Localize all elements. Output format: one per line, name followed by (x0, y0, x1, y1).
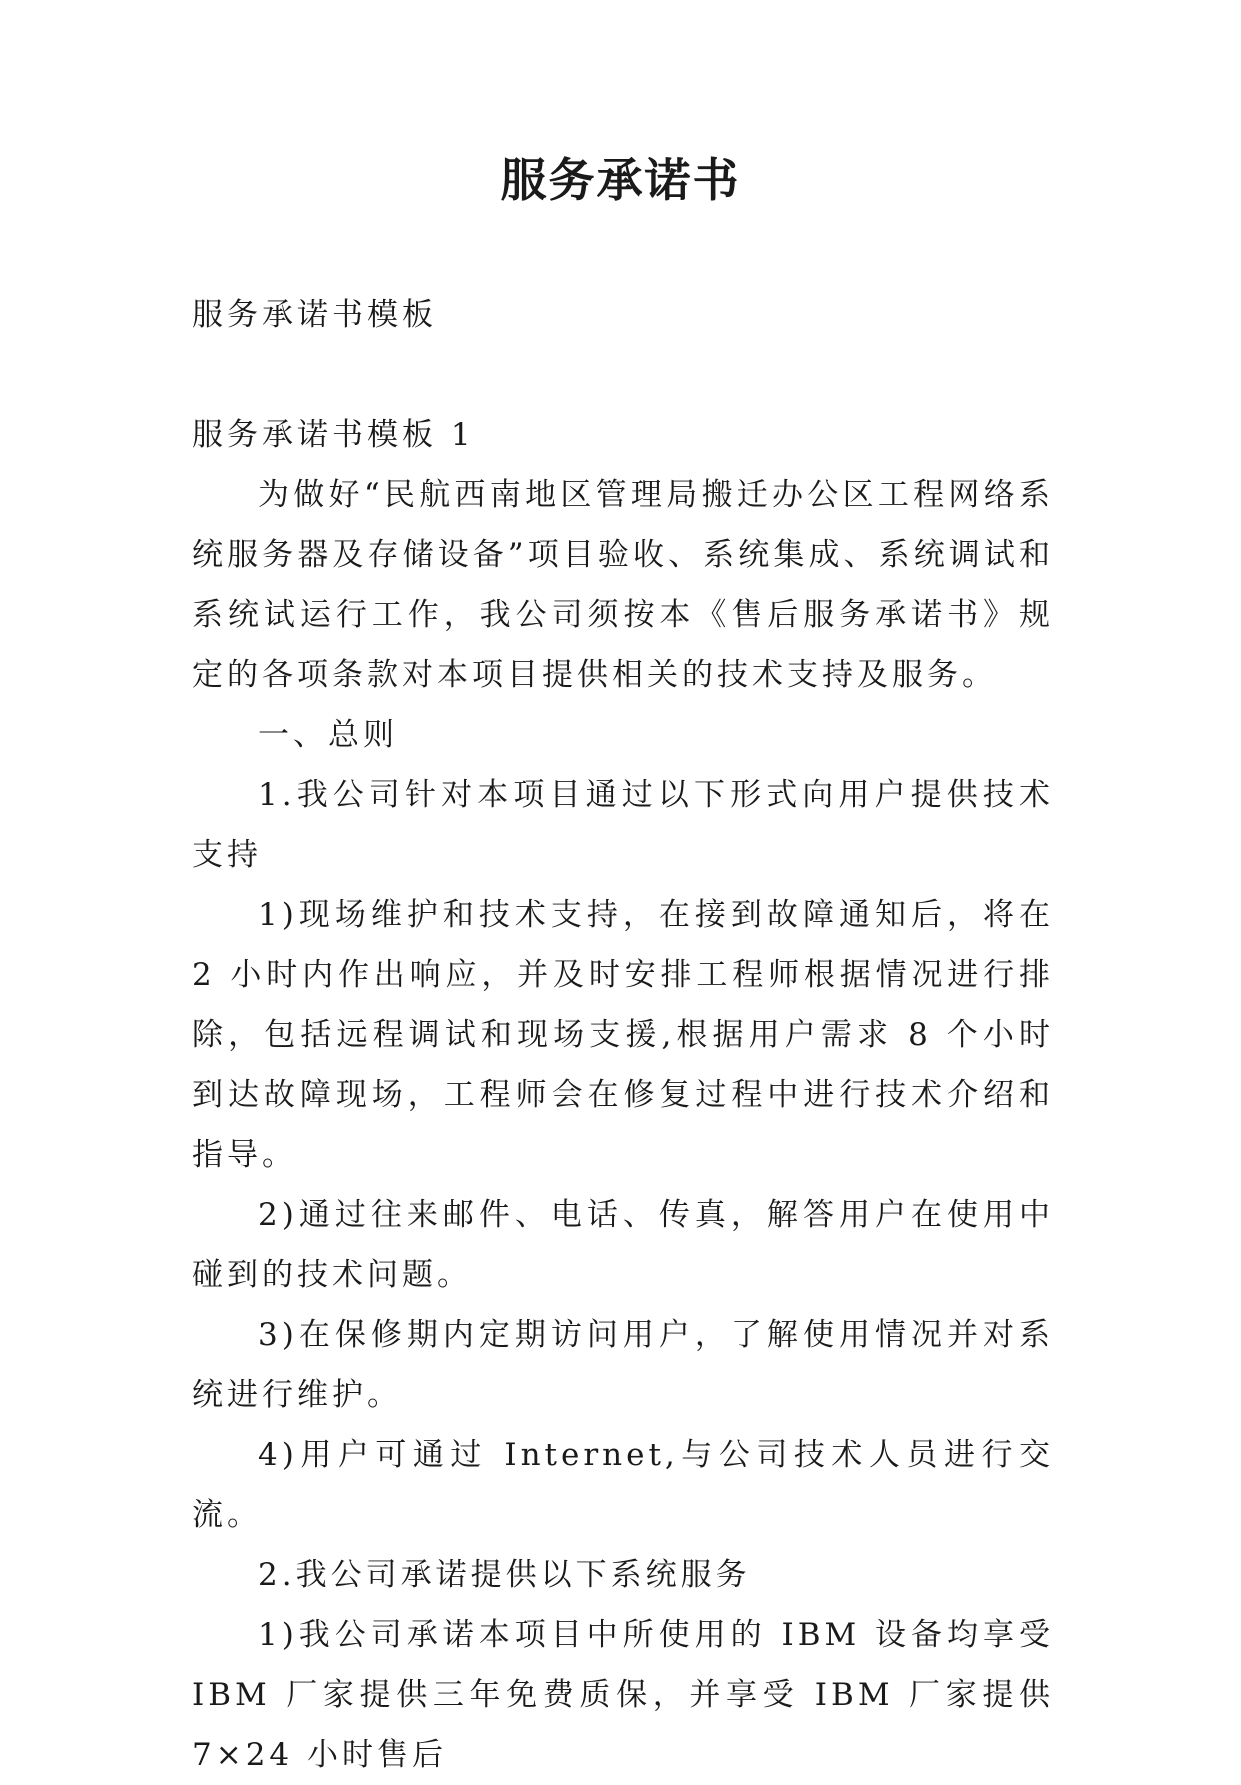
section-heading-general: 一、总则 (258, 717, 398, 753)
document-subtitle: 服务承诺书模板 (192, 297, 437, 333)
paragraph-subitem-2-1: 1)我公司承诺本项目中所使用的 IBM 设备均享受 IBM 厂家提供三年免费质保，并享受 IBM 厂家提供 7×24 小时售后 (192, 1617, 1054, 1773)
section-heading: 服务承诺书模板 1 (192, 417, 475, 453)
paragraph-intro: 为做好“民航西南地区管理局搬迁办公区工程网络系统服务器及存储设备”项目验收、系统集成、系统调试和系统试运行工作，我公司须按本《售后服务承诺书》规定的各项条款对本项目提供相关的技术支持及服务。 (192, 477, 1054, 693)
paragraph-subitem-3: 3)在保修期内定期访问用户，了解使用情况并对系统进行维护。 (192, 1317, 1054, 1413)
paragraph-subitem-2: 2)通过往来邮件、电话、传真，解答用户在使用中碰到的技术问题。 (192, 1197, 1054, 1293)
paragraph-subitem-4: 4)用户可通过 Internet,与公司技术人员进行交流。 (192, 1437, 1054, 1533)
paragraph-item-2: 2.我公司承诺提供以下系统服务 (258, 1557, 751, 1593)
document-body (192, 405, 1054, 1785)
paragraph-subitem-1: 1)现场维护和技术支持，在接到故障通知后，将在 2 小时内作出响应，并及时安排工程师根据情况进行排除，包括远程调试和现场支援,根据用户需求 8 个小时到达故障现场，工程师会在修复过程中进行技术介绍和指导。 (192, 897, 1054, 1173)
paragraph-item-1: 1.我公司针对本项目通过以下形式向用户提供技术支持 (192, 777, 1054, 873)
document-title: 服务承诺书 (500, 153, 741, 207)
